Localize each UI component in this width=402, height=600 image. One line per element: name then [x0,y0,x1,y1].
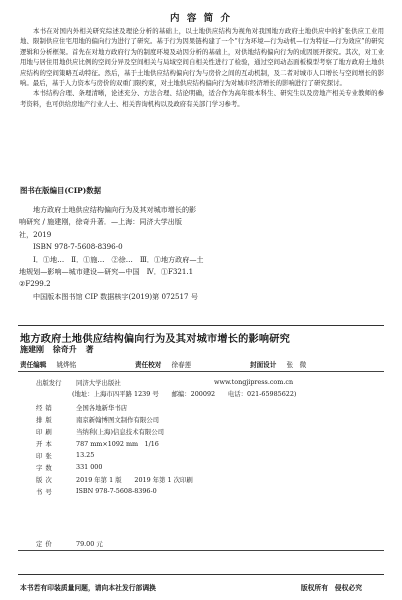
divider-editors [18,371,384,372]
info-value: 331 000 [76,463,103,471]
author-name: 徐奇升 [52,344,77,354]
info-label: 字数 [36,464,55,472]
info-value: 2019 年第 1 版 2019 年第 1 次印刷 [76,476,193,484]
publisher-website: www.tongjipress.com.cn [214,378,294,386]
cip-line: Ⅰ．①地… Ⅱ．①施… ②徐… Ⅲ．①地方政府—土 [33,254,204,264]
author-name: 施建刚 [20,344,44,354]
publisher-address: (地址：上海市四平路 1239 号 邮编：200092 电话：021-65985622) [72,390,297,398]
cip-block [19,204,333,303]
cip-line: 地规划—影响—城市建设—研究—中国 Ⅳ．①F321.1 [19,267,194,277]
info-value: 787 mm×1092 mm 1/16 [76,440,159,448]
cover-designer-name: 张 微 [286,361,307,369]
publisher-label: 出版发行 [36,379,62,387]
info-value: 南京新翰博图文制作有限公司 [76,416,160,424]
footer-notice: 本书若有印装质量问题，请向本社发行部调换 [20,584,156,592]
summary-paragraph: 本书在对国内外相关研究综述及理论分析的基础上，以土地供应结构为视角对我国地方政府土地供应中的扩张供应工业用地、限制供应住宅用地的偏向行为进行了研究。基于行为因果链构建了一个“行为环境—行为动机—行为特征—行为效应”的研究逻辑和分析框架。首先在对地方政府行为的制度环境及动因分析的基础上，对供地结构偏向行为的成因展开探究。其次，对工业用地与居住用地供应比例的空间分异及空间相关与局域空间自相关性进行了检验，通过空间动态面板模型考察了地方政府土地供应结构的空间策略互动特征。然后，基于土地供应结构偏向行为与房价之间的互动机制，及二者对城市人口增长与空间增长的影响。最后，基于人力资本与房价的双重门限约束，对土地供应结构偏向行为对城市经济增长的影响进行了研究探讨。 [20,27,384,88]
summary-body [20,26,384,109]
editor-name: 姚烨铭 [56,361,77,369]
editor-credit [20,359,76,369]
proofreader-credit [135,359,191,369]
footer-rights: 版权所有 侵权必究 [300,584,362,592]
price-value: 79.00 元 [76,540,103,548]
info-value: ISBN 978-7-5608-8396-0 [76,487,157,495]
publisher-name: 同济大学出版社 [76,379,121,387]
cip-line: ②F299.2 [19,279,51,289]
cover-designer-credit [250,359,306,369]
info-label: 印刷 [36,428,55,436]
info-label: 排版 [36,416,55,424]
proofreader-label: 责任校对 [135,361,162,369]
price-label: 定价 [36,540,55,548]
info-value: 当纳利(上海)信息技术有限公司 [76,428,165,436]
info-label: 版次 [36,476,55,484]
divider-price [18,550,384,551]
summary-paragraph: 本书结构合理、条理清晰，论述充分、方法合理、结论明确，适合作为高年级本科生、研究生以及房地产相关专业教师的参考资料，也可供给房地产行业人士、相关咨询机构以及政府有关部门学习参考。 [20,89,384,108]
info-value: 全国各地新华书店 [76,404,128,412]
divider-top [18,325,384,326]
info-value: 13.25 [76,451,95,459]
book-title: 地方政府土地供应结构偏向行为及其对城市增长的影响研究 [20,333,291,345]
author-role: 著 [85,344,94,354]
authors-line [20,344,100,355]
cip-heading: 图书在版编目(CIP)数据 [20,186,102,195]
cover-designer-label: 封面设计 [250,361,277,369]
editor-label: 责任编辑 [20,361,47,369]
divider-bottom [18,574,384,575]
cip-line: 社，2019 [19,229,52,239]
cip-line: ISBN 978-7-5608-8396-0 [33,242,123,252]
footer [20,582,382,592]
cip-line: 响研究 / 施建刚，徐奇升著．—上海：同济大学出版 [19,217,182,227]
cip-line: 地方政府土地供应结构偏向行为及其对城市增长的影 [33,205,197,214]
info-label: 经销 [36,404,55,412]
info-label: 印张 [36,452,55,460]
info-label: 书号 [36,488,55,496]
summary-title: 内 容 简 介 [170,13,232,24]
info-label: 开本 [36,440,55,448]
proofreader-name: 徐春莲 [171,361,192,369]
cip-line: 中国版本图书馆 CIP 数据核字(2019)第 072517 号 [33,291,198,301]
